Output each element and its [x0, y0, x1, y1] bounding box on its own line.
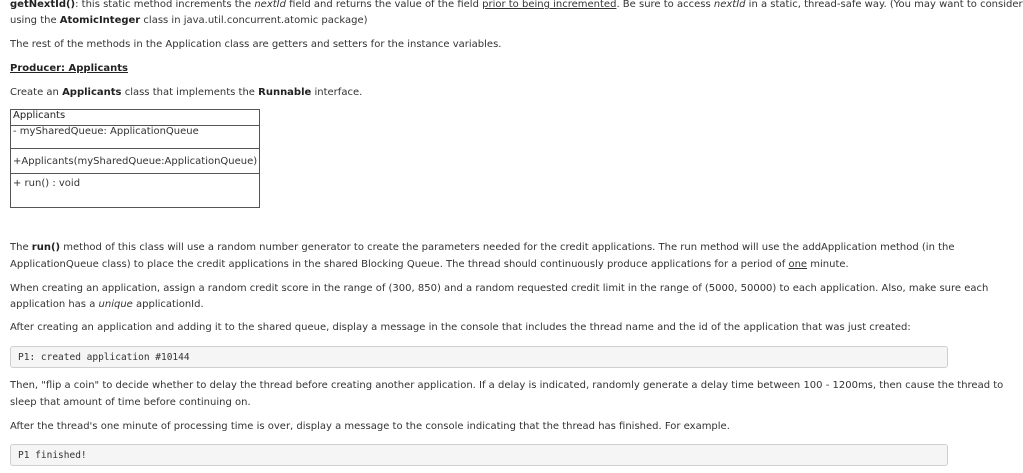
uml-constructor: +Applicants(mySharedQueue:ApplicationQueue): [11, 149, 260, 174]
paragraph-flip-coin-line2: sleep that amount of time before continuing on.: [10, 397, 251, 408]
paragraph-display-message: After creating an application and adding it to the shared queue, display a message in the console that includes the thread name and the id of the application that was just created:: [10, 322, 911, 333]
emphasis-underline: prior to being incremented: [482, 0, 617, 10]
uml-attribute: - mySharedQueue: ApplicationQueue: [11, 126, 260, 149]
getnextid-description-line2: using the AtomicInteger class in java.util.concurrent.atomic package): [10, 15, 368, 26]
uml-method: + run() : void: [11, 174, 260, 208]
paragraph-create-class: Create an Applicants class that implements the Runnable interface.: [10, 87, 363, 98]
paragraph-ranges-line2: application has a unique applicationId.: [10, 299, 204, 310]
paragraph-finished: After the thread's one minute of processing time is over, display a message to the console indicating that the thread has finished. For example.: [10, 421, 730, 432]
uml-class-diagram: [10, 109, 260, 208]
getnextid-description-line1: getNextId(): this static method increments the nextId field and returns the value of the field prior to being incremented. Be sure to access nextId in a static, thread-safe way. (You may want to consider: [10, 0, 1023, 10]
paragraph-getters-setters: The rest of the methods in the Application class are getters and setters for the instance variables.: [10, 39, 502, 50]
emphasis-underline: one: [788, 259, 808, 270]
paragraph-flip-coin-line1: Then, "flip a coin" to decide whether to delay the thread before creating another application. If a delay is indicated, randomly generate a delay time between 100 - 1200ms, then cause the thread to: [10, 380, 1004, 391]
section-heading-producer: Producer: Applicants: [10, 63, 128, 74]
paragraph-run-line1: The run() method of this class will use a random number generator to create the parameters needed for the credit applications. The run method will use the addApplication method (in the: [10, 242, 955, 253]
paragraph-run-line2: ApplicationQueue class) to place the credit applications in the shared Blocking Queue. The thread should continuously produce applications for a period of one minute.: [10, 259, 849, 270]
code-example-created: P1: created application #10144: [10, 346, 948, 368]
code-example-finished: P1 finished!: [10, 444, 948, 466]
method-name: getNextId(): [10, 0, 76, 10]
paragraph-ranges-line1: When creating an application, assign a random credit score in the range of (300, 850) and a random requested credit limit in the range of (5000, 50000) to each application. Also, make sure each: [10, 283, 989, 294]
uml-class-name: Applicants: [11, 110, 260, 126]
